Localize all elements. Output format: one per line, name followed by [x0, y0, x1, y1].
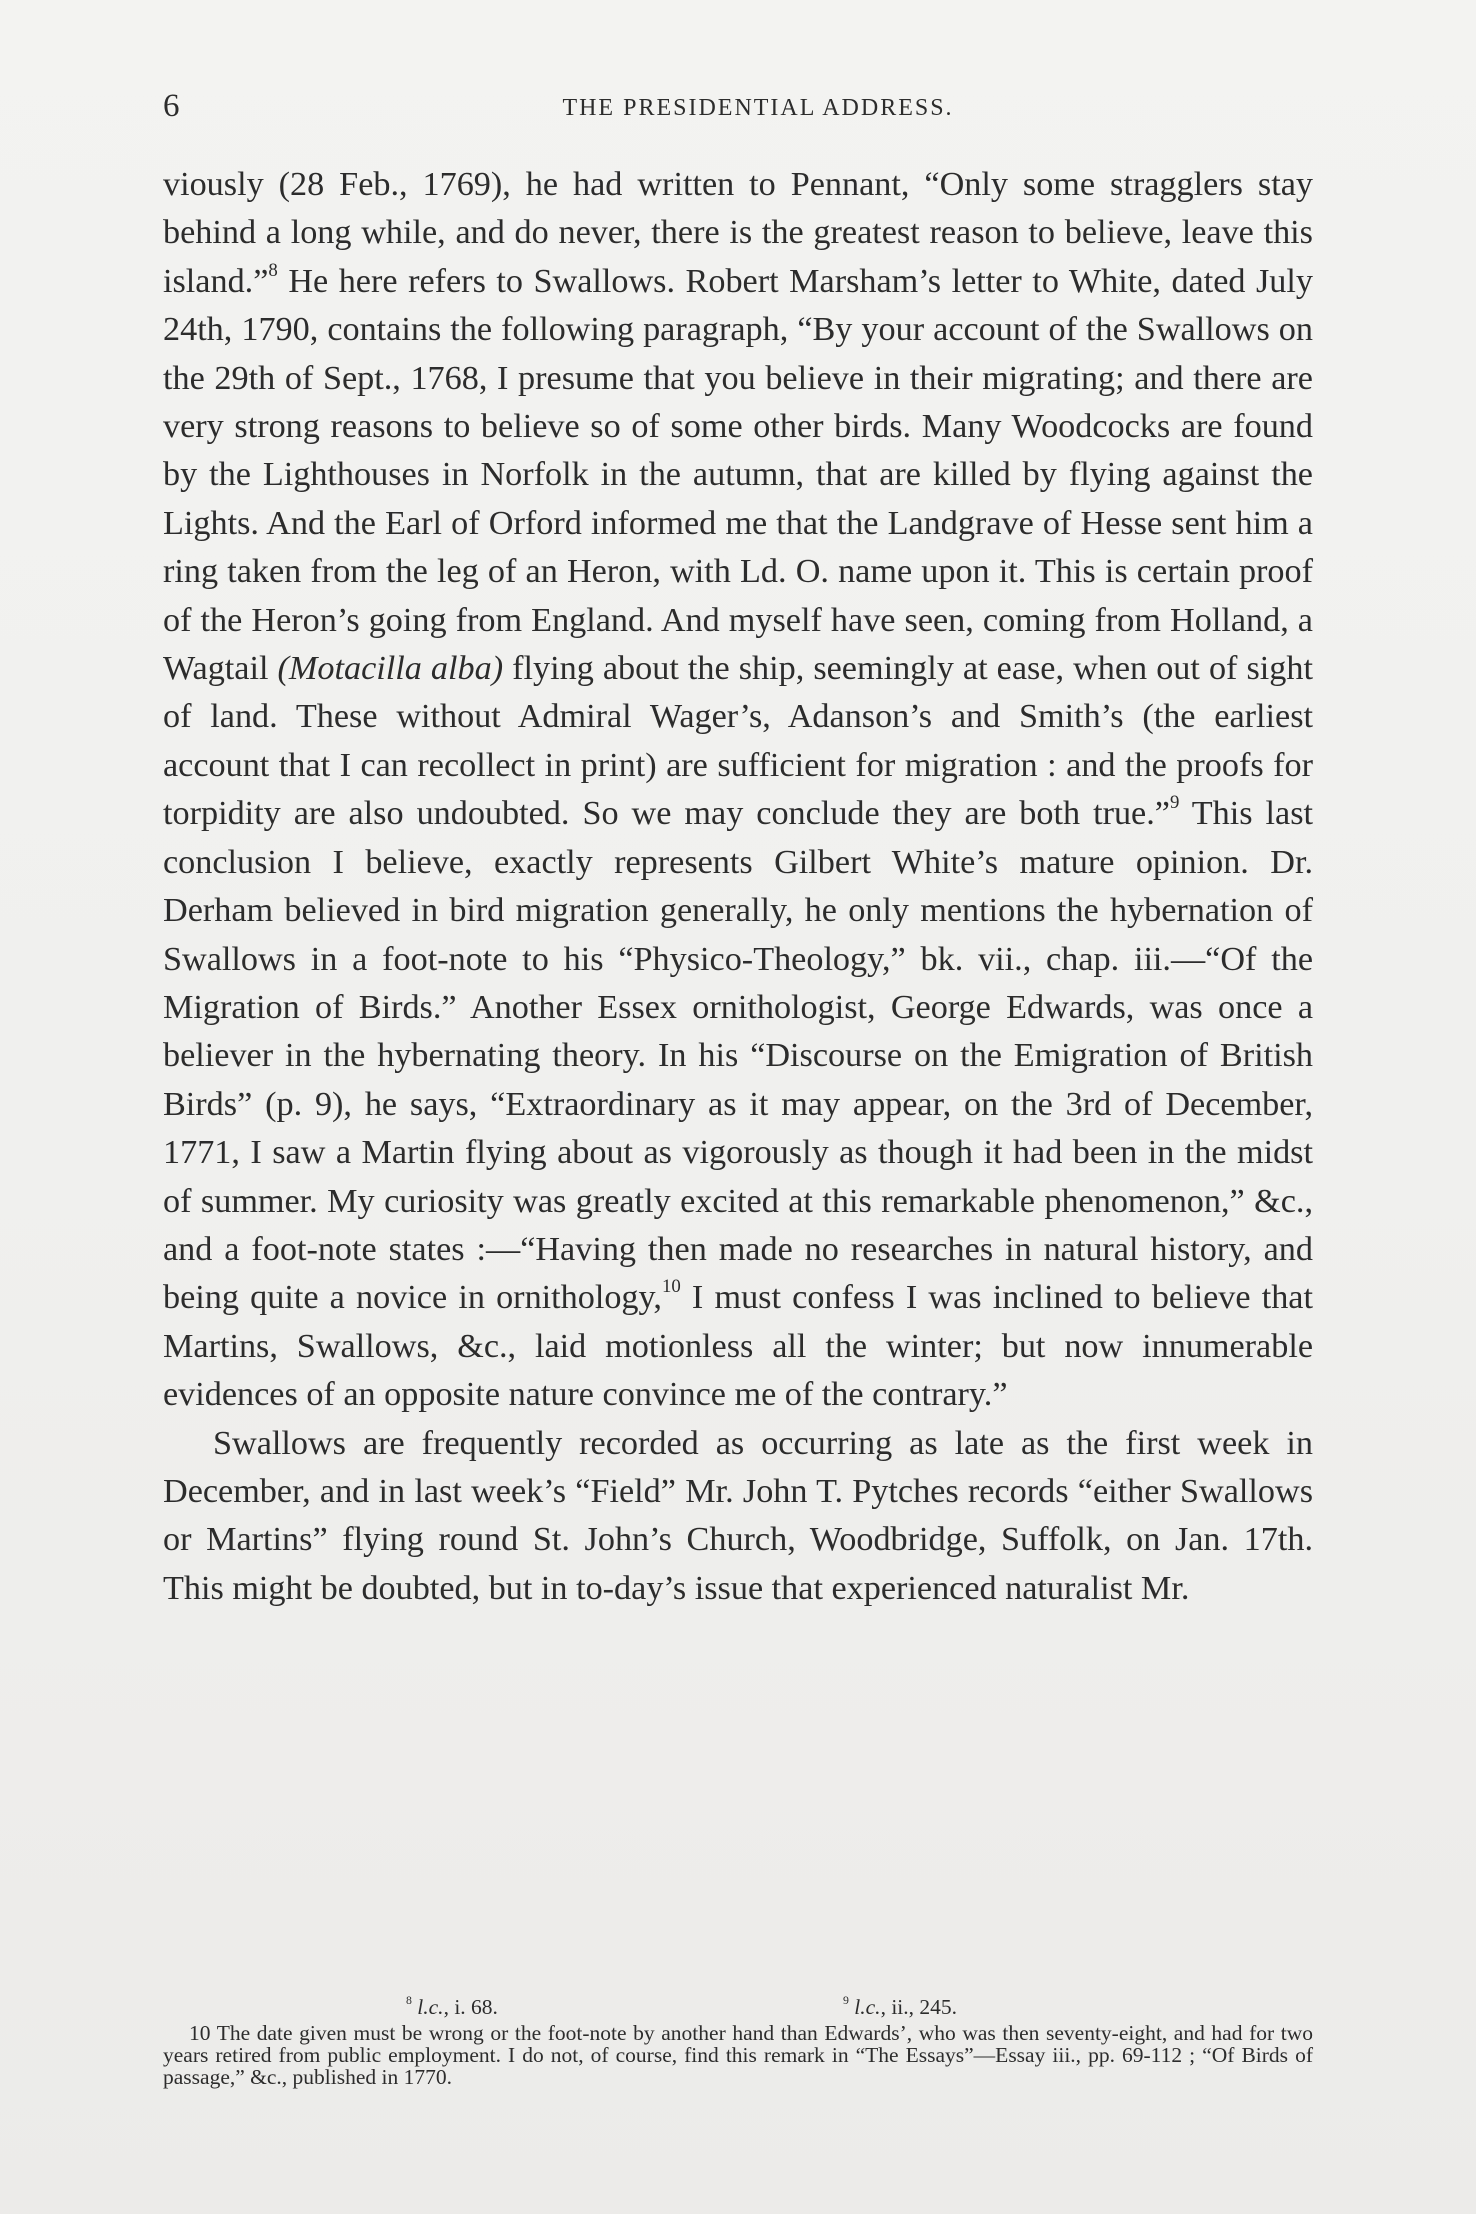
body-text — [163, 161, 1313, 1613]
footnote-text: , ii., 245. — [880, 1995, 958, 2019]
footnote-number: 8 — [406, 1992, 412, 2007]
footnote-8 — [406, 1992, 498, 2019]
text-run: This last conclusion I believe, exactly represents Gilbert White’s mature opinion. Dr. Derham believed in bird migration generally, he only mentions the hybernation of Swallows in a foot-note to his “Physico-Theology,” bk. vii., chap. iii.—“Of the Migration of Birds.” Another Essex ornithologist, George Edwards, was once a believer in the hybernating theory. In his “Discourse on the Emigration of British Birds” (p. 9), he says, “Extraordinary as it may appear, on the 3rd of December, 1771, I saw a Martin flying about as vigorously as though it had been in the midst of summer. My curiosity was greatly excited at this remarkable phenomenon,” &c., and a foot-note states :—“Having then made no researches in natural history, and being quite a novice in ornithology, — [163, 795, 1314, 1317]
footnote-10 — [163, 2022, 1313, 2088]
text-run: He here refers to Swallows. Robert Marsham’s letter to White, dated July 24th, 1790, contains the following paragraph, “By your account of the Swallows on the 29th of Sept., 1768, I presume that you believe in their migrating; and there are very strong reasons to believe so of some other birds. Many Woodcocks are found by the Lighthouses in Norfolk in the autumn, that are killed by flying against the Lights. And the Earl of Orford informed me that the Landgrave of Hesse sent him a ring taken from the leg of an Heron, with Ld. O. name upon it. This is certain proof of the Heron’s going from England. And myself have seen, coming from Holland, a Wagtail — [163, 262, 1313, 688]
running-head — [163, 86, 1313, 126]
paragraph: Swallows are frequently recorded as occurring as late as the first week in December, and in last week’s “Field” Mr. John T. Pytches records “either Swallows or Martins” flying round St. John’s Church, Woodbridge, Suffolk, on Jan. 17th. This might be doubted, but in to-day’s issue that experienced naturalist Mr. — [163, 1424, 1313, 1607]
footnote-number: 10 — [189, 2021, 211, 2045]
footnote-row — [163, 1992, 1313, 2022]
footnotes — [163, 1992, 1313, 2089]
latin-name: (Motacilla alba) — [277, 650, 504, 688]
running-title: THE PRESIDENTIAL ADDRESS. — [562, 95, 954, 121]
footnote-citation: l.c. — [417, 1995, 444, 2019]
footnote-number: 9 — [843, 1992, 849, 2007]
paragraph — [163, 161, 1313, 1420]
page-number: 6 — [163, 88, 180, 124]
footnote-text: The date given must be wrong or the foot-note by another hand than Edwards’, who was then seventy-eight, and had for two years retired from public employment. I do not, of course, find this remark in “The Essays”—Essay iii., pp. 69-112 ; “Of Birds of passage,” &c., published in 1770. — [163, 2021, 1313, 2089]
footnote-citation: l.c. — [854, 1995, 881, 2019]
footnote-9 — [843, 1992, 958, 2019]
text-run: viously (28 Feb., 1769), he had written to Pennant, “Only some stragglers stay behind a long while, and do never, there is the greatest reason to believe, leave this island.” — [163, 166, 1313, 300]
text-run: I must confess I was inclined to believe that Martins, Swallows, &c., laid motionless all the winter; but now innumerable evidences of an opposite nature convince me of the contrary.” — [163, 1279, 1313, 1414]
text-run: flying about the ship, seemingly at ease, when out of sight of land. These without Admiral Wager’s, Adanson’s and Smith’s (the earliest account that I can recollect in print) are sufficient for migration : and the proofs for torpidity are also undoubted. So we may conclude they are both true.” — [163, 650, 1313, 833]
footnote-ref-9: 9 — [1169, 792, 1180, 814]
footnote-ref-8: 8 — [268, 259, 278, 281]
footnote-ref-10: 10 — [661, 1276, 681, 1298]
footnote-text: , i. 68. — [443, 1995, 498, 2019]
